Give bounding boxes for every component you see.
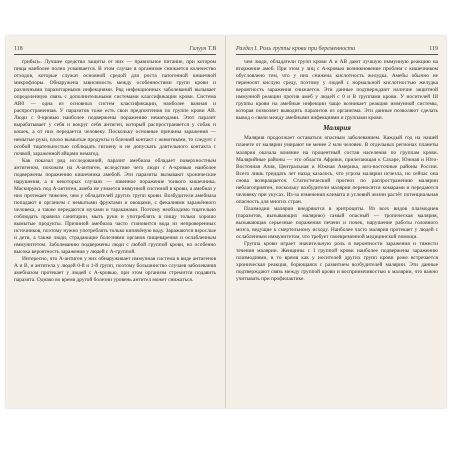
paragraph: Группа крови играет значительную роль в вероятности заражения и тяжести течения малярии. Женщины с I группой крови наиболее подвержены заражению плазмодиями, в то время как у носителей других групп крови реже встречается хроническая реакция, борющаяся с развитием возбудителей малярии. Эти данные подтверждают связь между группой крови и восприимчивостью к малярии, что важно учитывать при профилактике.	[236, 241, 438, 283]
right-page-text	[236, 59, 438, 283]
paragraph: Как показал ряд исследований, паразит амебиаза обладает поверхностным антигеном, похожим на А-антиген, вследствие чего люди с A-кровью наиболее подвержены поражению кишечника амебой. Эти паразиты вызывают хронические нарушения, а в некоторых случаях — язвенное поражение тонкого кишечника. Маскируясь под А-антиген, амеба не узнается иммунной системой в крови, а амебиаз у них протекает тяжелее, чем у обладателей других групп крови. Возбудители амебиаза попадают в организм с немытыми фруктами и овощами, с фекалиями заражённого человека, а также передаются мухами и тараканами. Поэтому необходимо тщательно соблюдать правила санитарии, мыть руки и употреблять в пищу только хорошо вымытые продукты. Причиной амебиаза часто становится вода из непроверенных источников, поэтому нужно употреблять только кипячёную воду. Заражаются взрослые и дети, а также люди, страдающие болезнями органов пищеварения и ослабленным иммунитетом. Заболеванию подвержены люди с любой группой крови, но особенно высока вероятность заражения у людей с A-группой.	[14, 157, 216, 256]
paragraph: грибы)». Лучшее средство защиты от них — правильное питание, при котором пища наиболее полно усваивается. В этом случае в организме снижается количество отходов, которые служат основной средой для роста патогенной кишечной микрофлоры. Обнаружена зависимость между особенностями групп крови и различными паразитарными инфекциями. Ряд инфекционных заболеваний вызывает определенную связь с дополнительными системами классификации крови. Система АВ0 — одна из основных систем классификации, наиболее важная и распространенная. У паразитов тоже есть свои предпочтения по группе крови АВ. Люди с 0-кровью наиболее подвержены поражению нематодами. Этот паразит вырабатывает у себя и вокруг себя антиген, который распространяется у собак и кошек, а от них передается человеку. Поскольку основные причины заражения — немытые руки, плохо вымытые продукты и близкий контакт с животными, то следует с особой тщательностью соблюдать гигиену и не допускать длительного контакта с почвой, зараженной яйцами нематод.	[14, 59, 216, 157]
section-heading: Малярия	[323, 124, 351, 133]
left-running-head	[14, 46, 216, 55]
paragraph: Плазмодии малярии внедряются в эритроциты. Из всех видов плазмодиев (паразитов, вызывающих малярию) самый опасный — тропическая малярия, вызывающая серьезные поражения печени и почек, нарушение работы головного мозга, ведущие к смертельному исходу. Наиболее часто малярия протекает у людей с ослабленным иммунитетом, что требует своевременной медицинской помощи.	[236, 205, 438, 241]
right-running-head	[236, 46, 438, 55]
book-spread	[6, 36, 446, 408]
right-page-number: 119	[429, 46, 438, 52]
paragraph: чем люди, обладатели групп крови А и АВ дают лучшую иммунную реакцию на вторжение амеб. При этом у лиц с A-кровью возникновение проблем с кишечником обусловлено тем, что у них снижена кислотность желудка. Амебы обычно не переносят кислую среду, поэтому у людей с нормальной кислотностью желудка вероятность заражения снижается. Эти данные подтверждают наличие защитной иммунной реакции против амеб у людей с 0 и В группами крови. У носителей III группы крови на амебные инфекции чаще возникает реакция иммунной системы, которая позволяет выводить паразитов из организма. Эти данные позволяют сделать вывод о связи между амебными инфекциями и группами крови.	[236, 59, 438, 122]
left-page-text	[14, 59, 216, 285]
right-page	[226, 36, 446, 408]
left-running-head-title: Гилуун Т.В	[189, 46, 216, 52]
left-page	[6, 36, 226, 408]
paragraph: Малярия продолжает оставаться опасным заболеванием. Каждый год на нашей планете от малярии умирают не менее 2 млн человек. В отдельных регионах планеты малярия оказала влияние на процентный состав населения по группам крови. Малярийные районы — это области Африки, прилегающая к Сахаре, Южная и Юго-Восточная Азия, Центральная и Южная Америка, юго-восточные районы России. Всего лишь тридцать лет назад казалось, что угроза малярии исчезла, но сейчас она снова возвращается. Статистический прогноз по распространению малярии неблагоприятен, поскольку возбудители малярии переносятся комарами и передаются человеку при укусах. Из-за изменения климата и условий жизни растёт потенциальная опасность для многих стран.	[236, 135, 438, 205]
right-running-head-title: Раздел I. Роль группы крови при беременности	[236, 46, 356, 52]
paragraph: Интересно, что А-антиген у них обнаруживает иммунная система в виде антигенов А и В, и антитела у людей 0-й и 1-й групп, поэтому большинство случаев заболевания амебиазом протекает у людей с A-кровью, при этом организм стремится подавить паразита. Однако во время другой болезни уровень антител может снижаться.	[14, 256, 216, 284]
left-page-number: 118	[14, 46, 23, 52]
